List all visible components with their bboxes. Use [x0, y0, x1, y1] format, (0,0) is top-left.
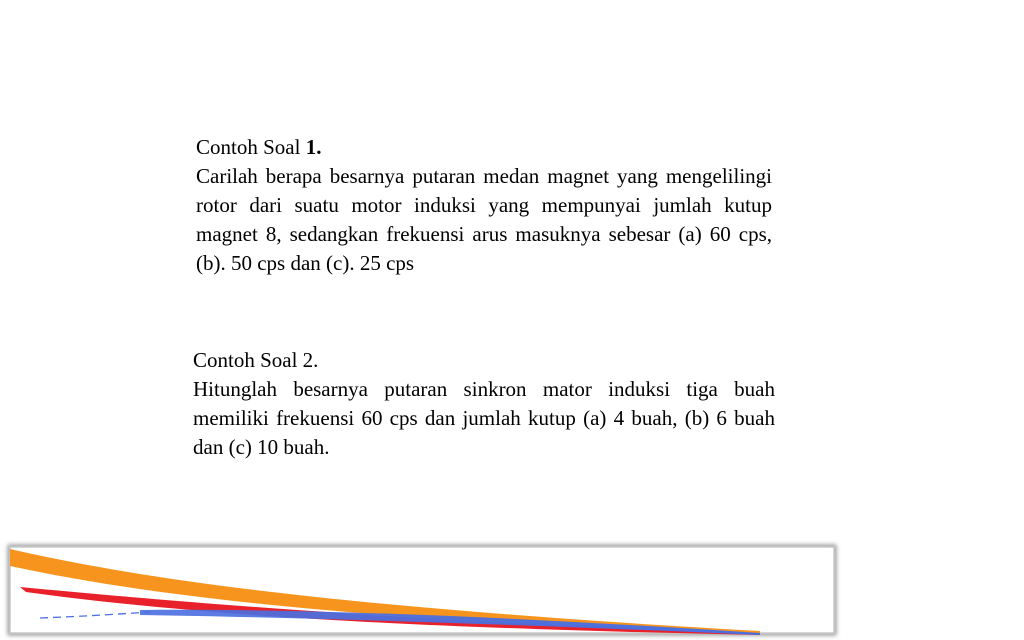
decorative-swoosh-banner: [0, 536, 850, 640]
problem-1-body: Carilah berapa besarnya putaran medan magnet yang mengelilingi rotor dari suatu motor induksi yang mempunyai jumlah kutup magnet 8, sedangkan frekuensi arus masuknya sebesar (a) 60 cps, (b). 50 cps dan (c). 25 cps: [196, 164, 772, 275]
problem-2-heading: Contoh Soal 2.: [193, 348, 319, 372]
problem-1-heading-number: 1.: [305, 135, 322, 159]
problem-2: [193, 346, 775, 462]
problem-2-body: Hitunglah besarnya putaran sinkron mator induksi tiga buah memiliki frekuensi 60 cps dan jumlah kutup (a) 4 buah, (b) 6 buah dan (c) 10 buah.: [193, 377, 775, 459]
problem-1: [196, 133, 772, 278]
problem-1-heading: [196, 133, 772, 162]
problem-1-heading-label: Contoh Soal: [196, 135, 306, 159]
